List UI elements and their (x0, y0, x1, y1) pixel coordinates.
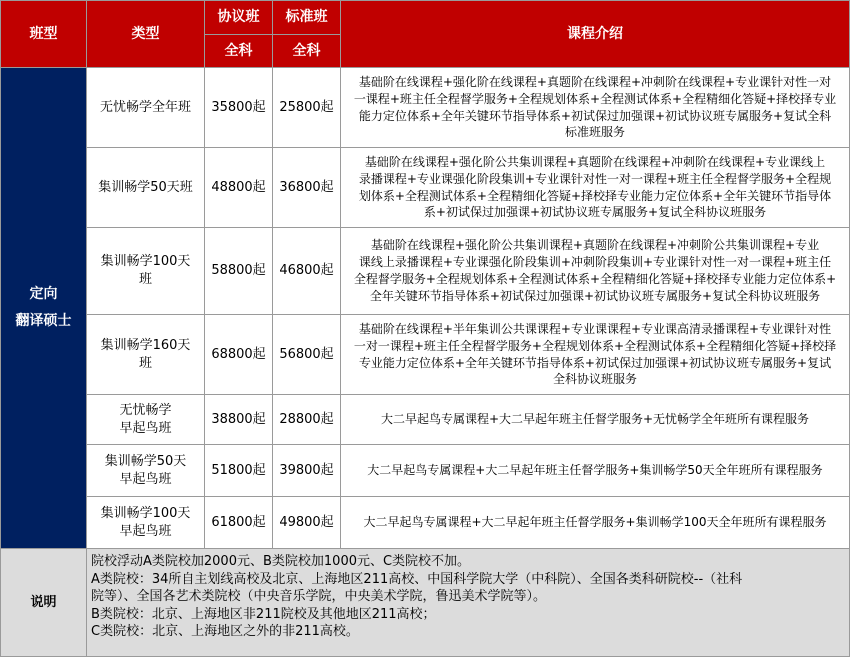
category-cell (1, 68, 87, 549)
price-xieyi: 51800起 (205, 445, 273, 497)
table-row (1, 148, 850, 228)
course-description: 大二早起鸟专属课程+大二早起年班主任督学服务+集训畅学50天全年班所有课程服务 (341, 445, 850, 497)
price-xieyi: 61800起 (205, 497, 273, 549)
course-type: 集训畅学100天 早起鸟班 (87, 497, 205, 549)
price-biaozhun: 56800起 (273, 315, 341, 395)
note-line: A类院校：34所自主划线高校及北京、上海地区211高校、中国科学院大学（中科院）、全国各类科研院校--（社科 (91, 571, 743, 587)
price-biaozhun: 46800起 (273, 228, 341, 315)
table-row (1, 68, 850, 148)
course-description: 基础阶在线课程+半年集训公共课课程+专业课课程+专业课高清录播课程+专业课针对性 一对一课程+班主任全程督学服务+全程规划体系+全程测试体系+全程精细化答疑+择校择 专业能力定位体系+全年关键环节指导体系+初试保过加强课+初试协议班专属服务+复试 全科协议班服务 (341, 315, 850, 395)
header-leixing: 类型 (87, 1, 205, 68)
course-type: 集训畅学50天 早起鸟班 (87, 445, 205, 497)
course-type: 无忧畅学全年班 (87, 68, 205, 148)
price-xieyi: 35800起 (205, 68, 273, 148)
price-xieyi: 38800起 (205, 395, 273, 445)
header-biaozhun: 标准班 (273, 1, 341, 35)
price-biaozhun: 49800起 (273, 497, 341, 549)
course-type: 集训畅学160天 班 (87, 315, 205, 395)
category-line: 翻译硕士 (15, 313, 72, 329)
course-type: 无忧畅学 早起鸟班 (87, 395, 205, 445)
note-line: C类院校：北京、上海地区之外的非211高校。 (91, 624, 359, 640)
course-description: 大二早起鸟专属课程+大二早起年班主任督学服务+无忧畅学全年班所有课程服务 (341, 395, 850, 445)
note-line: 院校浮动A类院校加2000元、B类院校加1000元、C类院校不加。 (91, 554, 471, 569)
note-line: B类院校：北京、上海地区非211院校及其他地区211高校； (91, 606, 436, 622)
price-biaozhun: 39800起 (273, 445, 341, 497)
notes-content (87, 549, 850, 657)
notes-row (1, 549, 850, 657)
course-description: 基础阶在线课程+强化阶公共集训课程+真题阶在线课程+冲刺阶在线课程+专业课线上 录播课程+专业课强化阶段集训+专业课针对性一对一课程+班主任全程督学服务+全程规 划体系+全程测试体系+全程精细化答疑+择校择专业能力定位体系+全年关键环节指导体 系+初试保过加强课+初试协议班专属服务+复试全科协议班服务 (341, 148, 850, 228)
course-description: 基础阶在线课程+强化阶公共集训课程+真题阶在线课程+冲刺阶公共集训课程+专业 课线上录播课程+专业课强化阶段集训+冲刺阶段集训+专业课针对性一对一课程+班主任 全程督学服务+全程规划体系+全程测试体系+全程精细化答疑+择校择专业能力定位体系+ 全年关键环节指导体系+初试保过加强课+初试协议班专属服务+复试全科协议班服务 (341, 228, 850, 315)
price-biaozhun: 25800起 (273, 68, 341, 148)
header-quanke-xieyi: 全科 (205, 35, 273, 68)
table-row (1, 315, 850, 395)
price-xieyi: 48800起 (205, 148, 273, 228)
table-row (1, 228, 850, 315)
table-row (1, 497, 850, 549)
price-biaozhun: 28800起 (273, 395, 341, 445)
price-xieyi: 58800起 (205, 228, 273, 315)
course-description: 大二早起鸟专属课程+大二早起年班主任督学服务+集训畅学100天全年班所有课程服务 (341, 497, 850, 549)
course-type: 集训畅学50天班 (87, 148, 205, 228)
course-description: 基础阶在线课程+强化阶在线课程+真题阶在线课程+冲刺阶在线课程+专业课针对性一对 一课程+班主任全程督学服务+全程规划体系+全程测试体系+全程精细化答疑+择校择专业 能力定位体系+全年关键环节指导体系+初试保过加强课+初试协议班专属服务+复试全科 标准班服务 (341, 68, 850, 148)
header-xieyi: 协议班 (205, 1, 273, 35)
category-line: 定向 (29, 286, 58, 303)
price-xieyi: 68800起 (205, 315, 273, 395)
header-banxing: 班型 (1, 1, 87, 68)
header-quanke-biaozhun: 全科 (273, 35, 341, 68)
table-row (1, 445, 850, 497)
notes-label: 说明 (1, 549, 87, 657)
price-biaozhun: 36800起 (273, 148, 341, 228)
note-line: 院等）、全国各艺术类院校（中央音乐学院，中央美术学院，鲁迅美术学院等）。 (91, 589, 547, 605)
course-type: 集训畅学100天 班 (87, 228, 205, 315)
header-intro: 课程介绍 (341, 1, 850, 68)
table-row (1, 395, 850, 445)
